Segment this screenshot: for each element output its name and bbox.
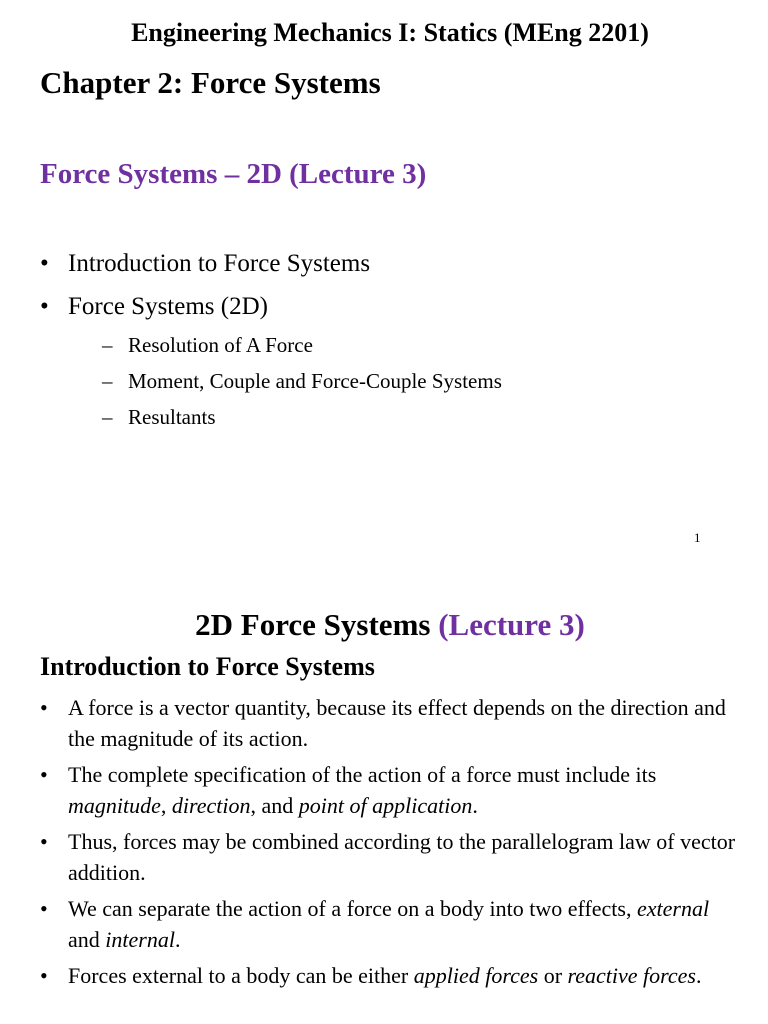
text-run: and xyxy=(68,927,106,952)
emphasis-text: reactive forces xyxy=(567,963,696,988)
text-run: We can separate the action of a force on a body into two effects, xyxy=(68,896,637,921)
list-item xyxy=(40,759,740,821)
sub-list-item-label: Resolution of A Force xyxy=(128,333,313,357)
text-run: or xyxy=(538,963,568,988)
bullet-icon: • xyxy=(40,829,48,854)
bullet-icon: • xyxy=(40,250,49,277)
paragraph-text: Thus, forces may be combined according to the parallelogram law of vector addition. xyxy=(68,829,736,885)
slide-2 xyxy=(0,580,768,1024)
slide-title xyxy=(0,606,768,644)
sub-list-item-label: Moment, Couple and Force-Couple Systems xyxy=(128,369,502,393)
section-heading: Introduction to Force Systems xyxy=(40,652,375,681)
list-item xyxy=(40,289,502,432)
text-run: , xyxy=(160,793,172,818)
text-run: , and xyxy=(250,793,299,818)
paragraph-text: A force is a vector quantity, because its effect depends on the direction and the magnitude of its action. xyxy=(68,695,726,751)
list-item xyxy=(40,692,740,754)
list-item xyxy=(40,893,740,955)
emphasis-text: internal xyxy=(105,927,175,952)
paragraph-text xyxy=(68,762,656,818)
text-run: . xyxy=(174,927,181,952)
bullet-icon: • xyxy=(40,762,48,787)
list-item xyxy=(40,960,740,991)
emphasis-text: magnitude xyxy=(68,793,161,818)
slide-title-accent: (Lecture 3) xyxy=(438,607,585,642)
sub-list-item xyxy=(68,402,502,432)
dash-icon: – xyxy=(102,369,113,393)
dash-icon: – xyxy=(102,333,113,357)
text-run: Forces external to a body can be either xyxy=(68,963,414,988)
text-run: . xyxy=(696,963,702,988)
slide-title-main: 2D Force Systems xyxy=(195,607,431,642)
emphasis-text: direction xyxy=(171,793,251,818)
lecture-title: Force Systems – 2D (Lecture 3) xyxy=(40,158,427,190)
list-item xyxy=(40,826,740,888)
page-number: 1 xyxy=(694,530,701,545)
bullet-icon: • xyxy=(40,695,48,720)
emphasis-text: point of application xyxy=(298,793,473,818)
subtopic-list xyxy=(68,330,502,432)
bullet-icon: • xyxy=(40,963,48,988)
emphasis-text: applied forces xyxy=(413,963,539,988)
emphasis-text: external xyxy=(636,896,710,921)
bullet-icon: • xyxy=(40,293,49,320)
text-run: The complete specification of the action of a force must include its xyxy=(68,762,657,787)
paragraph-list xyxy=(40,692,740,996)
sub-list-item xyxy=(68,366,502,396)
list-item-label: Force Systems (2D) xyxy=(68,293,268,320)
bullet-icon: • xyxy=(40,896,48,921)
list-item xyxy=(40,246,502,281)
chapter-title: Chapter 2: Force Systems xyxy=(40,65,381,100)
course-title: Engineering Mechanics I: Statics (MEng 2201) xyxy=(131,18,649,47)
sub-list-item-label: Resultants xyxy=(128,405,216,429)
dash-icon: – xyxy=(102,405,113,429)
sub-list-item xyxy=(68,330,502,360)
paragraph-text xyxy=(68,896,709,952)
paragraph-text xyxy=(68,963,702,988)
text-run: . xyxy=(472,793,478,818)
topic-list xyxy=(40,246,502,440)
list-item-label: Introduction to Force Systems xyxy=(68,250,371,277)
